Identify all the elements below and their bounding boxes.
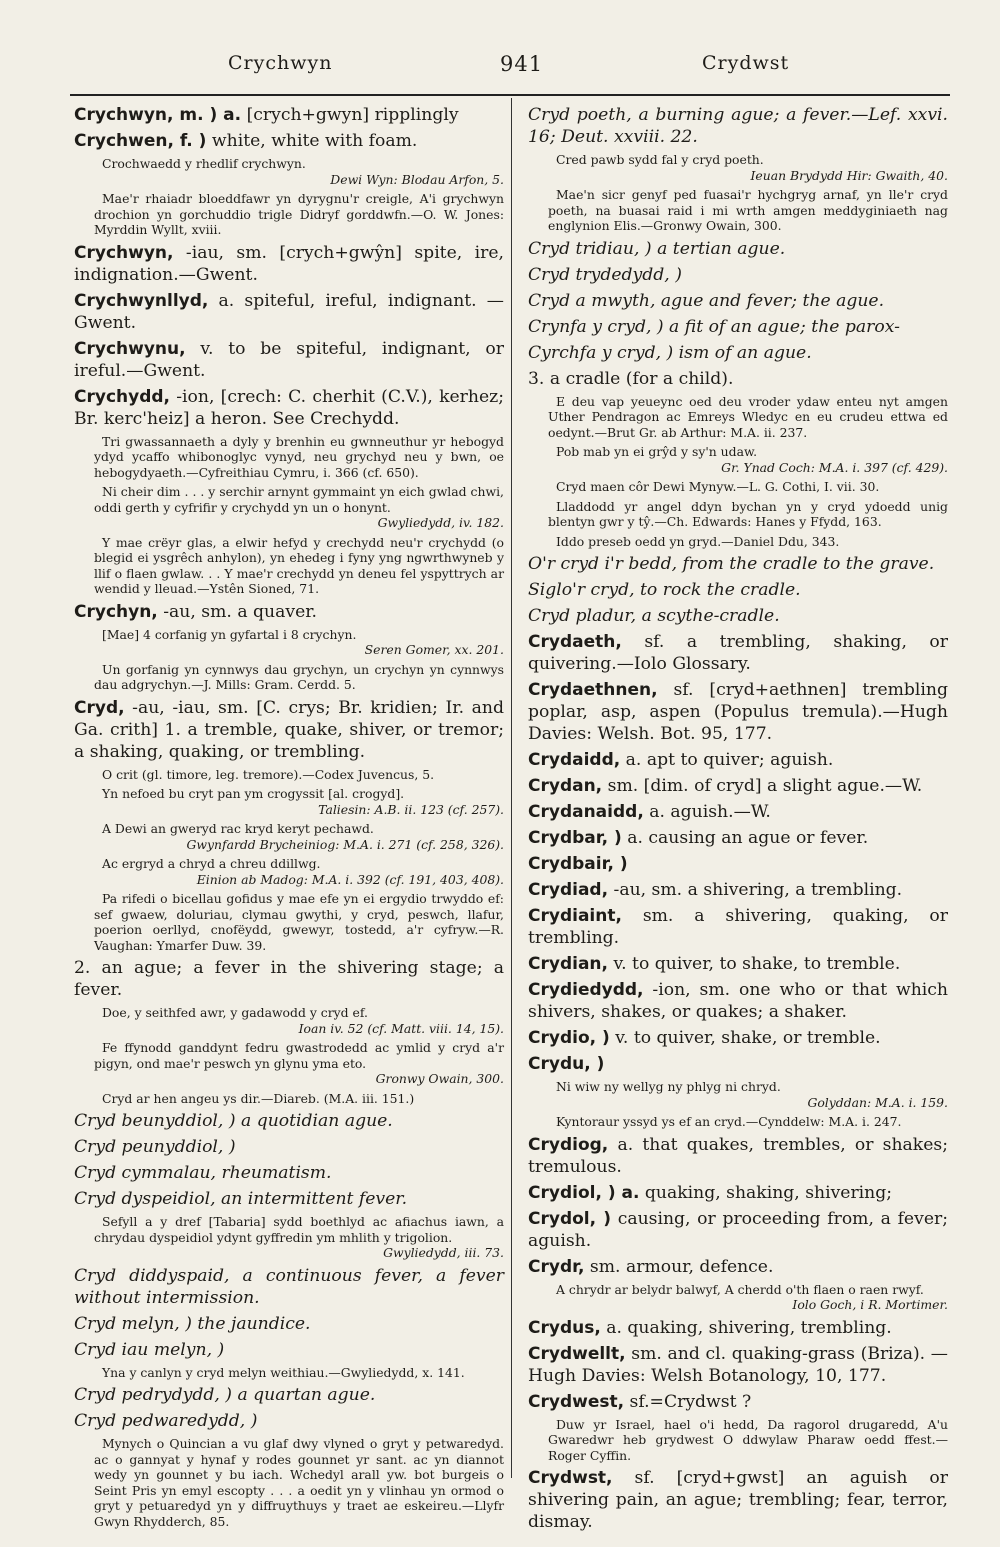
dictionary-entry [528, 953, 948, 975]
citation-quote [74, 434, 504, 481]
definition-text: [crych+gwyn] ripplingly [241, 105, 459, 125]
definition-text: O'r cryd i'r bedd, from the cradle to the grave. [528, 554, 935, 574]
quote-text: Pa rifedi o bicellau gofidus y mae efe yn ei ergydio trwyddo ef: sef gwaew, doluriau, clymau gwythi, y cryd, peswch, llafur, poerion oerllyd, cnofëydd, gwewyr, tostedd, a'r cyfryw.—R. Vaughan: Ymarfer Duw. 39. [94, 891, 504, 953]
dictionary-entry [528, 1343, 948, 1387]
definition-text: Cryd peunyddiol, ) [74, 1137, 236, 1157]
citation-quote [528, 1114, 948, 1130]
headword: Crydwellt, [528, 1343, 626, 1364]
quote-text: E deu vap yeueync oed deu vroder ydaw enteu nyt amgen Uther Pendragon ac Emreys Wledyc en eu crudeu ettwa ed oedynt.—Brut Gr. ab Arthur: M.A. ii. 237. [548, 393, 948, 440]
definition-text: -ion, [crech: C. cherhit (C.V.), kerhez; Br. kerc'heiz] a heron. See Crechydd. [74, 386, 504, 429]
phrase-entry [528, 342, 948, 364]
dictionary-entry [74, 957, 504, 1001]
definition-text: Cryd iau melyn, ) [74, 1339, 225, 1360]
quote-source: Gwyliedydd, iii. 73. [383, 1245, 504, 1260]
definition-text: 3. a cradle (for a child). [528, 368, 734, 389]
definition-text: Cryd poeth, a burning ague; a fever.—Lef. xxvi. 16; Deut. xxviii. 22. [528, 105, 948, 147]
definition-text: -ion, sm. one who or that which shivers, shakes, or quakes; a shaker. [528, 980, 948, 1022]
citation-quote [74, 191, 504, 238]
quote-source: Gr. Ynad Coch: M.A. i. 397 (cf. 429). [721, 459, 948, 475]
quote-text: Ni wiw ny wellyg ny phlyg ni chryd. [556, 1079, 781, 1094]
citation-quote [528, 444, 948, 475]
definition-text: Cryd trydedydd, ) [528, 264, 682, 285]
headword: Crydaethnen, [528, 680, 658, 700]
headword: Crydan, [528, 776, 603, 796]
definition-text: sm. armour, defence. [584, 1256, 774, 1277]
quote-text: Y mae crëyr glas, a elwir hefyd y crechydd neu'r crychydd (o blegid ei ysgrêch anhylon), yn ehedeg i fyny yng ngwrthwyneb y llif o flaen gwlaw. . . Y mae'r crechydd yn deneu fel yspyttrych ar wendid y lleuad.—Ystên Sioned, 71. [94, 534, 504, 596]
citation-quote [528, 499, 948, 530]
citation-quote [74, 1214, 504, 1261]
headword: Crychwynu, [74, 338, 186, 359]
definition-text: a. causing an ague or fever. [621, 828, 869, 848]
quote-text: Sefyll a y dref [Tabaria] sydd boethlyd ac afiachus iawn, a chrydau dyspeidiol ydynt gyffredin ym mhlith y trigolion. [94, 1214, 504, 1245]
quote-text: Doe, y seithfed awr, y gadawodd y cryd ef. [102, 1005, 368, 1020]
headword: Crydiog, [528, 1134, 609, 1155]
citation-quote [528, 1417, 948, 1464]
dictionary-entry [528, 775, 948, 797]
quote-text: Crochwaedd y rhedlif crychwyn. [102, 156, 306, 171]
header-rule [70, 94, 950, 96]
phrase-entry [528, 264, 948, 286]
headword: Crydio, ) [528, 1028, 610, 1048]
citation-quote [74, 484, 504, 531]
definition-text: v. to quiver, to shake, to tremble. [607, 954, 901, 974]
citation-quote [528, 534, 948, 550]
quote-text: Un gorfanig yn cynnwys dau grychyn, un crychyn yn cynnwys dau adgrychyn.—J. Mills: Gram. Cerdd. 5. [94, 661, 504, 692]
phrase-entry [74, 1384, 504, 1406]
headword: Crydiaint, [528, 906, 622, 926]
citation-quote [74, 1040, 504, 1087]
definition-text: -iau, sm. [crych+gwŷn] spite, ire, indignation.—Gwent. [74, 242, 504, 285]
headword: Crydbair, ) [528, 854, 628, 874]
quote-source: Gronwy Owain, 300. [375, 1071, 504, 1086]
definition-text: Cryd beunyddiol, ) a quotidian ague. [74, 1111, 393, 1131]
left-column [74, 104, 504, 1533]
quote-source: Taliesin: A.B. ii. 123 (cf. 257). [318, 801, 504, 817]
definition-text: sm. and cl. quaking-grass (Briza). —Hugh Davies: Welsh Botanology, 10, 177. [528, 1343, 948, 1386]
definition-text: Cryd diddyspaid, a continuous fever, a fever without intermission. [74, 1265, 504, 1308]
dictionary-entry [74, 290, 504, 334]
definition-text: -au, sm. a quaver. [157, 601, 318, 622]
citation-quote [74, 1436, 504, 1529]
quote-text: Fe ffynodd ganddynt fedru gwastrodedd ac ymlid y cryd a'r pigyn, ond mae'r peswch yn glynu yma eto. [94, 1040, 504, 1071]
quote-text: Kyntoraur yssyd ys ef an cryd.—Cynddelw: M.A. i. 247. [556, 1114, 902, 1129]
phrase-entry [528, 579, 948, 601]
dictionary-entry [74, 242, 504, 286]
quote-text: Lladdodd yr angel ddyn bychan yn y cryd ydoedd unig blentyn gwr y tŷ.—Ch. Edwards: Hanes y Ffydd, 163. [548, 498, 948, 529]
headword: Crydiad, [528, 880, 609, 900]
citation-quote [74, 627, 504, 658]
citation-quote [74, 1005, 504, 1036]
dictionary-entry [74, 386, 504, 430]
definition-text: quaking, shaking, shivering; [639, 1182, 893, 1203]
citation-quote [74, 662, 504, 693]
header-right-guide-word: Crydwst [702, 52, 790, 74]
definition-text: sm. [dim. of cryd] a slight ague.—W. [602, 776, 923, 796]
phrase-entry [528, 104, 948, 148]
phrase-entry [528, 290, 948, 312]
phrase-entry [74, 1162, 504, 1184]
headword: Crydanaidd, [528, 802, 644, 822]
dictionary-entry [528, 679, 948, 745]
headword: Crychwynllyd, [74, 290, 209, 311]
quote-text: Mynych o Quincian a vu glaf dwy vlyned o gryt y petwaredyd. ac o gannyat y hynaf y rodes gounnet yr sant. ac yn diannot wedy yn gounnet y bu iach. Wchedyl arall yw. bot burgeis o Seint Pris yn emyl escopty . . . a oedit yn y vlinhau yn ormod o gryt y petuaredyd yn y diffruythuys y traet ae eskeireu.—Llyfr Gwyn Rhydderch, 85. [94, 1436, 504, 1529]
quote-text: O crit (gl. timore, leg. tremore).—Codex Juvencus, 5. [102, 766, 435, 782]
definition-text: a. apt to quiver; aguish. [620, 750, 834, 770]
headword: Crydwest, [528, 1391, 625, 1412]
column-divider [511, 98, 512, 1478]
headword: Crychwyn, m. ) a. [74, 105, 242, 125]
citation-quote [528, 1282, 948, 1313]
quote-text: [Mae] 4 corfanig yn gyfartal i 8 crychyn. [102, 626, 357, 642]
phrase-entry [528, 238, 948, 260]
headword: Crydian, [528, 954, 608, 974]
citation-quote [528, 152, 948, 183]
running-header [70, 52, 950, 86]
headword: Crychyn, [74, 601, 158, 622]
dictionary-entry [528, 1391, 948, 1413]
dictionary-entry [74, 338, 504, 382]
definition-text: sf. [cryd+aethnen] trembling poplar, asp, aspen (Populus tremula).—Hugh Davies: Welsh. Bot. 95, 177. [528, 680, 948, 744]
phrase-entry [74, 1339, 504, 1361]
definition-text: white, white with foam. [206, 131, 418, 151]
citation-quote [528, 479, 948, 495]
dictionary-entry [528, 1317, 948, 1339]
headword: Crydu, ) [528, 1054, 605, 1074]
dictionary-entry [528, 1027, 948, 1049]
quote-text: Cryd ar hen angeu ys dir.—Diareb. (M.A. iii. 151.) [102, 1090, 415, 1106]
phrase-entry [528, 605, 948, 627]
definition-text: Cryd tridiau, ) a tertian ague. [528, 238, 786, 259]
citation-quote [74, 535, 504, 597]
definition-text: a. spiteful, ireful, indignant. —Gwent. [74, 290, 504, 333]
quote-text: Duw yr Israel, hael o'i hedd, Da ragorol drugaredd, A'u Gwaredwr heb grydwest O ddwylaw Pharaw oedd ffest.—Roger Cyffin. [548, 1416, 948, 1463]
citation-quote [74, 856, 504, 887]
headword: Crydwst, [528, 1468, 613, 1488]
dictionary-entry [74, 601, 504, 623]
definition-text: Cryd melyn, ) the jaundice. [74, 1313, 311, 1334]
headword: Crydiedydd, [528, 980, 644, 1000]
headword: Crydus, [528, 1317, 601, 1338]
dictionary-entry [528, 1208, 948, 1252]
dictionary-entry [528, 749, 948, 771]
header-left-guide-word: Crychwyn [228, 52, 333, 74]
quote-text: Yna y canlyn y cryd melyn weithiau.—Gwyliedydd, x. 141. [102, 1364, 465, 1380]
quote-text: Mae'r rhaiadr bloeddfawr yn dyrygnu'r creigle, A'i grychwyn drochion yn gorchuddio trigle Didryf gorddwfn.—O. W. Jones: Myrddin Wyllt, xviii. [94, 191, 504, 237]
definition-text: sf. a trembling, shaking, or quivering.—Iolo Glossary. [528, 632, 948, 674]
phrase-entry [528, 316, 948, 338]
citation-quote [74, 1365, 504, 1381]
definition-text: Cryd pedrydydd, ) a quartan ague. [74, 1385, 376, 1405]
quote-source: Einion ab Madog: M.A. i. 392 (cf. 191, 403, 408). [196, 871, 504, 887]
citation-quote [74, 891, 504, 953]
definition-text: Cryd pladur, a scythe-cradle. [528, 606, 780, 626]
citation-quote [528, 187, 948, 234]
dictionary-entry [528, 1256, 948, 1278]
definition-text: a. that quakes, trembles, or shakes; tremulous. [528, 1134, 948, 1177]
citation-quote [74, 767, 504, 783]
definition-text: v. to be spiteful, indignant, or ireful.—Gwent. [74, 338, 504, 381]
quote-source: Golyddan: M.A. i. 159. [807, 1094, 948, 1110]
quote-source: Ieuan Brydydd Hir: Gwaith, 40. [750, 167, 948, 183]
definition-text: Cryd a mwyth, ague and fever; the ague. [528, 290, 885, 311]
definition-text: sf.=Crydwst ? [624, 1391, 752, 1412]
phrase-entry [74, 1110, 504, 1132]
quote-source: Seren Gomer, xx. 201. [364, 642, 504, 657]
citation-quote [74, 1091, 504, 1107]
dictionary-entry [528, 1467, 948, 1533]
dictionary-entry [528, 853, 948, 875]
dictionary-entry [528, 879, 948, 901]
dictionary-entry [74, 104, 504, 126]
quote-text: Iddo preseb oedd yn gryd.—Daniel Ddu, 343. [556, 533, 840, 549]
dictionary-entry [528, 1182, 948, 1204]
headword: Crydbar, ) [528, 828, 622, 848]
phrase-entry [74, 1265, 504, 1309]
citation-quote [74, 156, 504, 187]
quote-text: Ni cheir dim . . . y serchir arnynt gymmaint yn eich gwlad chwi, oddi gerth y cyfrifir y crychydd yn un o honynt. [94, 484, 504, 515]
definition-text: causing, or proceeding from, a fever; aguish. [528, 1208, 948, 1251]
headword: Cryd, [74, 697, 125, 718]
quote-text: Mae'n sicr genyf ped fuasai'r hychgryg arnaf, yn lle'r cryd poeth, na buasai raid i mi wrth amgen meddyginiaeth nag englynion Elis.—Gronwy Owain, 300. [548, 187, 948, 233]
quote-text: Cryd maen côr Dewi Mynyw.—L. G. Cothi, I. vii. 30. [556, 479, 880, 494]
definition-text: Siglo'r cryd, to rock the cradle. [528, 580, 801, 600]
definition-text: Cryd pedwaredydd, ) [74, 1411, 258, 1431]
quote-source: Iolo Goch, i R. Mortimer. [792, 1297, 948, 1312]
phrase-entry [528, 553, 948, 575]
definition-text: Cryd cymmalau, rheumatism. [74, 1163, 332, 1183]
quote-text: A chrydr ar belydr balwyf, A cherdd o'th flaen o raen rwyf. [556, 1281, 924, 1297]
definition-text: Crynfa y cryd, ) a fit of an ague; the parox- [528, 316, 900, 337]
quote-text: Cred pawb sydd fal y cryd poeth. [556, 152, 764, 167]
quote-text: Tri gwassannaeth a dyly y brenhin eu gwnneuthur yr hebogyd ydyd ycaffo whibonoglyc vynyd, neu grychyd neu y bwn, oe hebogydyaeth.—Cyfreithiau Cymru, i. 366 (cf. 650). [94, 433, 504, 480]
dictionary-entry [528, 801, 948, 823]
definition-text: Cryd dyspeidiol, an intermittent fever. [74, 1189, 408, 1209]
phrase-entry [74, 1313, 504, 1335]
definition-text: a. aguish.—W. [643, 802, 771, 822]
definition-text: sf. [cryd+gwst] an aguish or shivering pain, an ague; trembling; fear, terror, dismay. [528, 1468, 948, 1532]
headword: Crydiol, ) a. [528, 1182, 640, 1203]
dictionary-entry [74, 697, 504, 763]
definition-text: sm. a shivering, quaking, or trembling. [528, 906, 948, 948]
definition-text: -au, -iau, sm. [C. crys; Br. kridien; Ir. and Ga. crith] 1. a tremble, quake, shiver, or tremor; a shaking, quaking, or trembling. [74, 697, 504, 762]
phrase-entry [74, 1410, 504, 1432]
headword: Crychydd, [74, 386, 170, 407]
quote-text: Yn nefoed bu cryt pan ym crogyssit [al. crogyd]. [102, 786, 405, 801]
citation-quote [528, 1079, 948, 1110]
dictionary-entry [74, 130, 504, 152]
definition-text: a. quaking, shivering, trembling. [600, 1317, 892, 1338]
definition-text: 2. an ague; a fever in the shivering stage; a fever. [74, 958, 504, 1000]
citation-quote [74, 821, 504, 852]
quote-source: Ioan iv. 52 (cf. Matt. viii. 14, 15). [298, 1020, 504, 1036]
dictionary-entry [528, 979, 948, 1023]
dictionary-entry [528, 827, 948, 849]
dictionary-entry [528, 1053, 948, 1075]
page-number: 941 [500, 52, 544, 76]
phrase-entry [74, 1188, 504, 1210]
quote-text: A Dewi an gweryd rac kryd keryt pechawd. [102, 821, 374, 836]
dictionary-entry [528, 368, 948, 390]
quote-source: Dewi Wyn: Blodau Arfon, 5. [330, 171, 504, 187]
headword: Crychwen, f. ) [74, 131, 207, 151]
headword: Crydaidd, [528, 750, 621, 770]
citation-quote [74, 786, 504, 817]
headword: Crydr, [528, 1256, 585, 1277]
dictionary-entry [528, 905, 948, 949]
definition-text: -au, sm. a shivering, a trembling. [608, 880, 903, 900]
headword: Crychwyn, [74, 242, 174, 263]
citation-quote [528, 394, 948, 441]
definition-text: Cyrchfa y cryd, ) ism of an ague. [528, 342, 812, 363]
headword: Crydaeth, [528, 632, 622, 652]
dictionary-entry [528, 1134, 948, 1178]
quote-source: Gwyliedydd, iv. 182. [377, 515, 504, 530]
definition-text: v. to quiver, shake, or tremble. [609, 1028, 881, 1048]
right-column [528, 104, 948, 1537]
quote-text: Pob mab yn ei grŷd y sy'n udaw. [556, 444, 758, 459]
quote-text: Ac ergryd a chryd a chreu ddillwg. [102, 856, 321, 871]
phrase-entry [74, 1136, 504, 1158]
dictionary-entry [528, 631, 948, 675]
headword: Crydol, ) [528, 1208, 611, 1229]
quote-source: Gwynfardd Brycheiniog: M.A. i. 271 (cf. 258, 326). [186, 836, 504, 852]
